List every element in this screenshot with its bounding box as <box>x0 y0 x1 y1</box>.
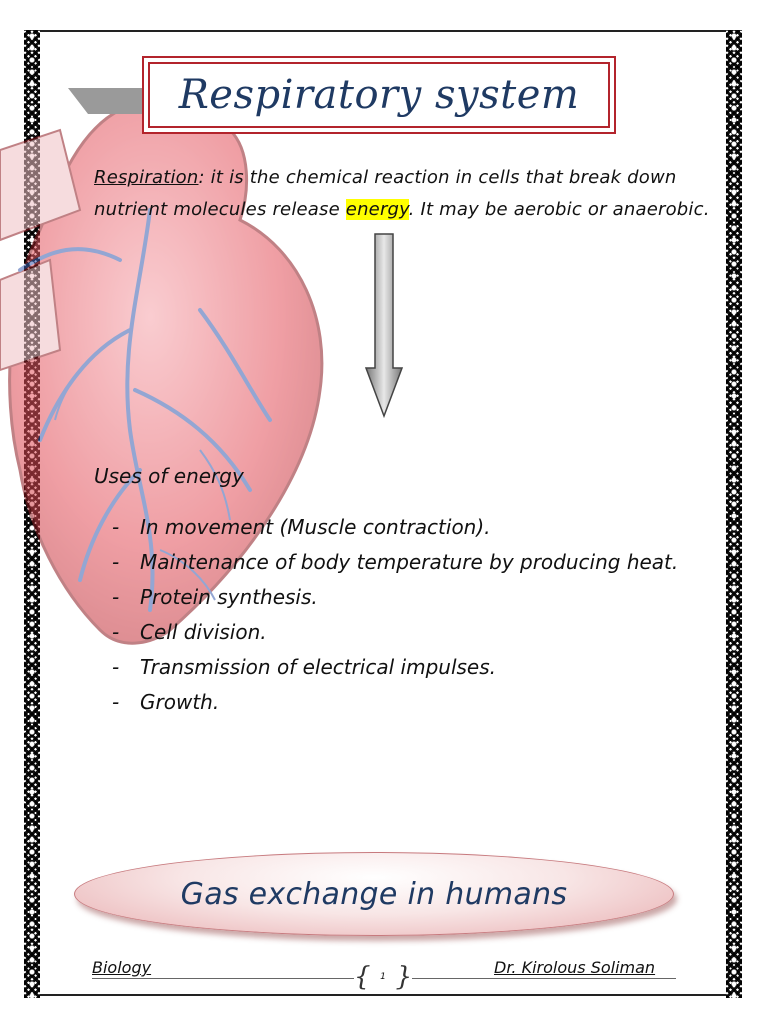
footer-author: Dr. Kirolous Soliman <box>494 958 656 977</box>
down-arrow-icon <box>364 232 404 418</box>
page-title: Respiratory system <box>178 72 580 118</box>
frame-top-line <box>40 30 726 32</box>
footer-subject: Biology <box>92 958 152 977</box>
list-item: - Transmission of electrical impulses. <box>112 655 496 679</box>
list-item: - Protein synthesis. <box>112 585 318 609</box>
definition-text-end: . It may be aerobic or anaerobic. <box>408 199 710 220</box>
list-item: - Maintenance of body temperature by producing heat. <box>112 550 679 574</box>
highlighted-word: energy <box>345 199 409 220</box>
ornamental-border-right <box>726 30 742 998</box>
title-frame <box>142 56 616 134</box>
uses-list <box>112 510 692 720</box>
page-number: { 1 } <box>354 964 412 990</box>
uses-heading: Uses of energy <box>94 464 244 488</box>
section-banner-title: Gas exchange in humans <box>180 876 568 912</box>
list-item: - In movement (Muscle contraction). <box>112 515 491 539</box>
list-item: - Growth. <box>112 690 220 714</box>
definition-paragraph <box>94 162 714 226</box>
frame-bottom-line <box>40 994 726 996</box>
section-banner <box>74 852 674 936</box>
definition-term: Respiration <box>94 167 199 188</box>
definition-text: : it is the chemical reaction in cells that break down nutrient molecules release <box>94 167 677 220</box>
list-item: - Cell division. <box>112 620 267 644</box>
